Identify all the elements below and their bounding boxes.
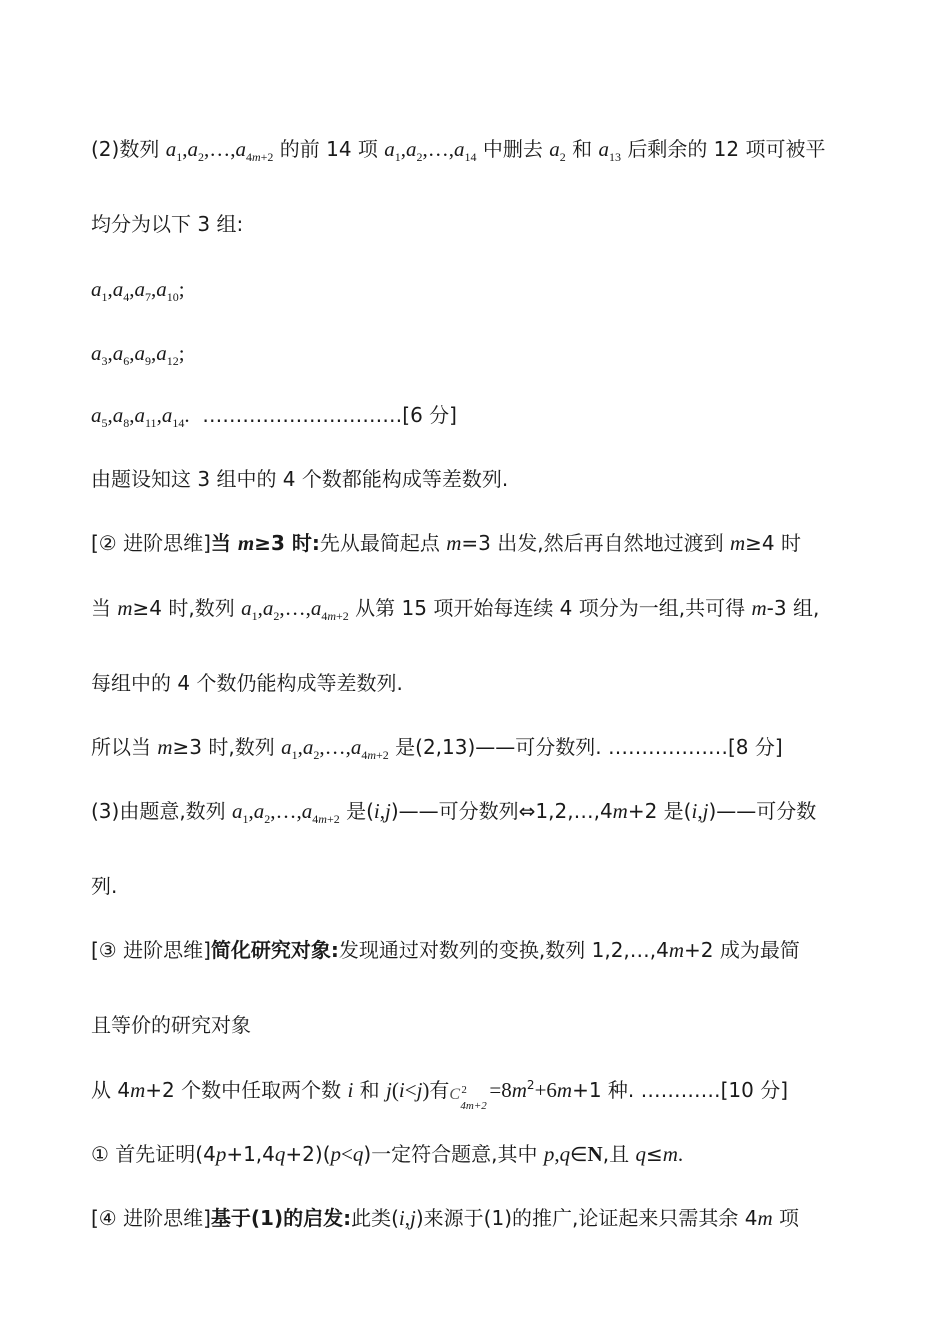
text: ≤ [645,1142,663,1166]
text: 和 [353,1078,387,1102]
text: =3 出发,然后再自然地过渡到 [461,531,730,555]
text: )——可分数 [708,799,817,823]
line-17: [④ 进阶思维]基于(1)的启发:此类(i,j)来源于(1)的推广,论证起来只需其余 4m 项 [91,1206,799,1230]
group-2: $a_3,a_6,a_9,a_{12}$; [91,341,185,368]
text: 是( [339,799,374,823]
text: 中删去 [476,137,550,161]
text: )来源于(1)的推广,论证起来只需其余 4 [415,1206,758,1230]
text: ① 首先证明(4 [91,1142,216,1166]
text: +2 个数中任取两个数 [145,1078,348,1102]
text: 此类( [351,1206,399,1230]
text: )一定符合题意,其中 [363,1142,544,1166]
text: +1,4 [226,1142,275,1166]
text: -3 组, [766,596,820,620]
text: =8 [489,1078,512,1102]
math-a2: $a_2$ [549,137,566,164]
math-a13: $a_{13}$ [598,137,621,164]
line-9: 每组中的 4 个数仍能构成等差数列. [91,671,403,695]
math-seq: $a_1,a_2,\dots,a_{4m+2}$ [281,735,389,762]
text: 有 [429,1078,450,1102]
math-seq: $a_1,a_2,\dots,a_{4m+2}$ [232,799,340,826]
text: +1 种. …………[10 分] [572,1078,789,1102]
tag: [② 进阶思维] [91,531,211,555]
line-11: (3)由题意,数列 $a_1,a_2,\dots,a_{4m+2}$ 是(i,j)——可分数列⇔1,2,…,4m+2 是(i,j)——可分数 [91,799,817,826]
text: ≥4 时 [745,531,801,555]
combination-symbol: C 2 4m+2 [449,1083,487,1112]
bold-text: ≥3 时: [254,531,320,555]
line-6: 由题设知这 3 组中的 4 个数都能构成等差数列. [91,467,509,491]
math-seq: $a_1,a_2,\dots,a_{4m+2}$ [165,137,274,164]
text: 从 4 [91,1078,131,1102]
line-14: 且等价的研究对象 [91,1013,251,1037]
line-1 [91,134,826,164]
text: 当 [91,596,118,620]
line-15: 从 4m+2 个数中任取两个数 i 和 j(i<j)有 C 2 4m+2 $=8m^2+6m+1$ 种. …………[10 分] [91,1078,789,1112]
bold-text: 简化研究对象: [210,938,339,962]
group-3: $a_5,a_8,a_{11},a_{14}$. …………………………[6 分] [91,403,457,430]
text: +2 是( [627,799,692,823]
math-seq: $a_1,a_2,\dots,a_{14}$ [384,137,477,164]
var-m: m [237,531,255,555]
text: +6 [534,1078,557,1102]
tag: [④ 进阶思维] [91,1206,211,1230]
score-marker: …………………………[6 分] [189,403,457,427]
text: 是(2,13)——可分数列. ………………[8 分] [388,735,783,759]
text: 项 [772,1206,799,1230]
text: )——可分数列⇔1,2,…,4 [390,799,613,823]
text: ∈ [570,1142,588,1166]
text: ≥3 时,数列 [172,735,282,759]
text: 先从最简起点 [319,531,447,555]
line-12: 列. [91,874,118,898]
naturals-symbol: N [587,1142,603,1166]
line-2: 均分为以下 3 组: [91,212,244,236]
line-8: 当 m≥4 时,数列 $a_1,a_2,\dots,a_{4m+2}$ 从第 15 项开始每连续 4 项分为一组,共可得 m-3 组, [91,596,820,623]
bold-text: 基于(1)的启发: [210,1206,352,1230]
math-seq: $a_1,a_2,\dots,a_{4m+2}$ [241,596,349,623]
text: 和 [565,137,599,161]
bold-text: 当 [210,531,238,555]
line-13: [③ 进阶思维]简化研究对象:发现通过对数列的变换,数列 1,2,…,4m+2 成为最简 [91,938,800,962]
line-7: [② 进阶思维]当 m≥3 时:先从最简起点 m=3 出发,然后再自然地过渡到 m≥4 时 [91,531,801,555]
text: (2)数列 [91,137,166,161]
text: +2)( [285,1142,331,1166]
text: 的前 14 项 [273,137,385,161]
text: 从第 15 项开始每连续 4 项分为一组,共可得 [348,596,752,620]
text: ,且 [602,1142,636,1166]
text: 发现通过对数列的变换,数列 1,2,…,4 [338,938,669,962]
text: 后剩余的 12 项可被平 [620,137,826,161]
line-16: ① 首先证明(4p+1,4q+2)(p<q)一定符合题意,其中 p,q∈N,且 q≤m. [91,1142,684,1166]
group-1: $a_1,a_4,a_7,a_{10}$; [91,277,185,304]
text: +2 成为最简 [684,938,800,962]
tag: [③ 进阶思维] [91,938,211,962]
text: (3)由题意,数列 [91,799,233,823]
text: ≥4 时,数列 [132,596,242,620]
text: 所以当 [91,735,158,759]
line-10: 所以当 m≥3 时,数列 $a_1,a_2,\dots,a_{4m+2}$ 是(2,13)——可分数列. ………………[8 分] [91,735,783,762]
